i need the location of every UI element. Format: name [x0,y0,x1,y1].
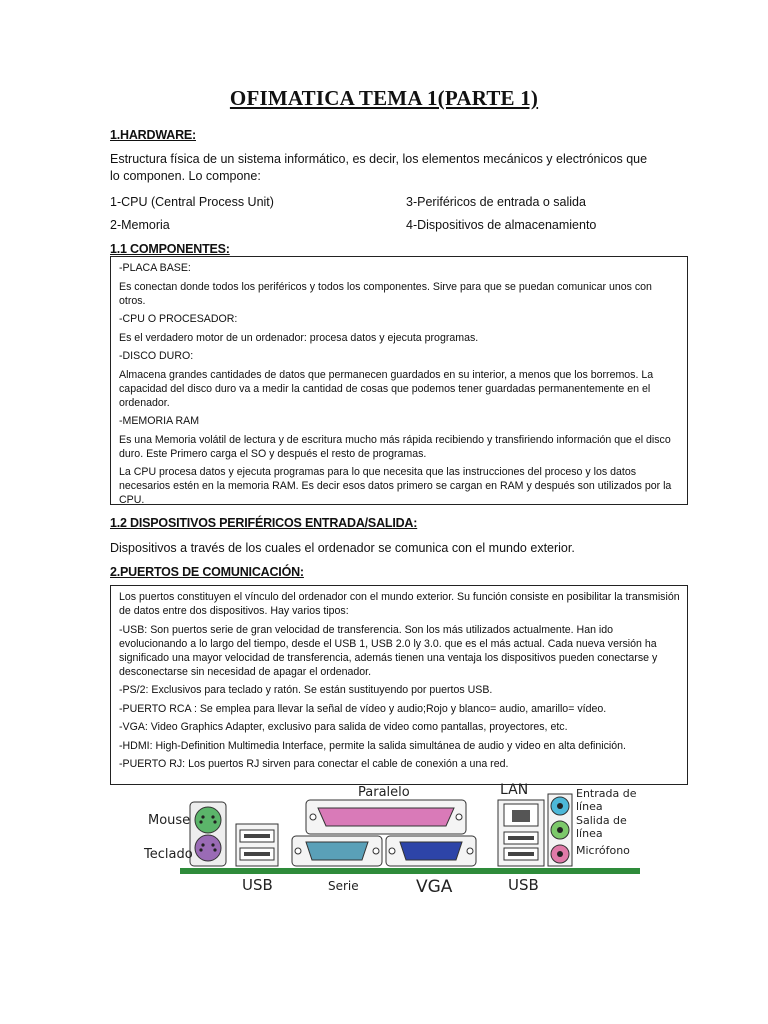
hardware-item-almacenamiento: 4-Dispositivos de almacenamiento [406,218,597,232]
usb-text: -USB: Son puertos serie de gran velocidad de transferencia. Son los más utilizados actualmente. Han ido evolucionando a lo largo del tiempo, desde el USB 1, USB 2.0 ly 3.0. que es el más actual. Cada nueva versión ha significado una mayor velocidad de transferencia, además tienen una ventaja los dispositivos pueden conectarse y desconectarse sin necesidad de apagar el ordenador. [119,623,658,678]
ps2-mouse-port [190,802,226,866]
placa-base-text: Es conectan donde todos los periféricos y todos los componentes. Sirve para que se puedan comunicar unos con otros. [119,280,652,307]
hardware-item-memoria: 2-Memoria [110,218,170,232]
board-strip [180,868,640,874]
puertos-heading: 2.PUERTOS DE COMUNICACIÓN: [110,565,304,579]
puertos-box [110,585,688,785]
label-usb-right: USB [508,876,539,894]
hardware-item-perifericos: 3-Periféricos de entrada o salida [406,195,586,209]
label-mouse: Mouse [148,813,191,828]
ports-diagram [110,780,650,900]
memoria-ram-title: -MEMORIA RAM [119,415,200,427]
lan-usb-right-ports [498,800,544,866]
puertos-intro: Los puertos constituyen el vínculo del ordenador con el mundo exterior. Su función consiste en posibilitar la transmisión de datos entre dos dispositivos. Hay varios tipos: [119,591,680,617]
vga-text: -VGA: Video Graphics Adapter, exclusivo para salida de video como pantallas, proyectores, etc. [119,721,568,733]
dispositivos-heading: 1.2 DISPOSITIVOS PERIFÉRICOS ENTRADA/SALIDA: [110,516,418,530]
label-teclado: Teclado [144,847,193,862]
rca-text: -PUERTO RCA : Se emplea para llevar la señal de vídeo y audio;Rojo y blanco= audio, amarillo= vídeo. [119,702,607,715]
hardware-heading: 1.HARDWARE: [110,128,196,142]
ports-diagram-svg [110,780,650,900]
label-paralelo: Paralelo [358,785,410,800]
dispositivos-text: Dispositivos a través de los cuales el ordenador se comunica con el mundo exterior. [110,541,575,555]
disco-duro-text: Almacena grandes cantidades de datos que permanecen guardados en su interior, a menos que los borremos. La capacidad del disco duro va a medir la cantidad de cosas que podemos tener guardadas permanentemente en el ordenador. [119,368,654,409]
hardware-item-cpu: 1-CPU (Central Process Unit) [110,195,274,209]
label-salida-1: Salida de [576,814,627,827]
parallel-port [306,800,466,834]
rj-text: -PUERTO RJ: Los puertos RJ sirven para conectar el cable de conexión a una red. [119,758,509,770]
audio-jacks [548,794,572,866]
page-title: OFIMATICA TEMA 1(PARTE 1) [229,86,539,110]
placa-base-title: -PLACA BASE: [119,262,191,274]
hardware-intro: Estructura física de un sistema informático, es decir, los elementos mecánicos y electrónicos que lo componen. Lo compone: [110,152,648,183]
label-lan: LAN [500,782,529,798]
label-serie: Serie [328,879,359,893]
cpu-ram-text: La CPU procesa datos y ejecuta programas para lo que necesita que las instrucciones del proceso y los datos necesarios estén en la memoria RAM. Es decir esos datos primero se cargan en RAM y después son utilizados por la CPU. [119,466,672,506]
usb-left-ports [236,824,278,866]
cpu-title: -CPU O PROCESADOR: [119,313,238,325]
hdmi-text: -HDMI: High-Definition Multimedia Interface, permite la salida simultánea de audio y video en alta definición. [119,739,626,752]
ps2-text: -PS/2: Exclusivos para teclado y ratón. Se están sustituyendo por puertos USB. [119,684,493,696]
serial-port [292,836,382,866]
disco-duro-title: -DISCO DURO: [119,350,194,362]
label-microfono: Micrófono [576,844,630,857]
cpu-text: Es el verdadero motor de un ordenador: procesa datos y ejecuta programas. [119,331,479,344]
componentes-heading: 1.1 COMPONENTES: [110,242,230,256]
label-salida-2: línea [576,827,603,840]
label-entrada-2: línea [576,800,603,813]
label-usb-left: USB [242,876,273,894]
componentes-box [110,256,688,505]
vga-port [386,836,476,866]
memoria-ram-text: Es una Memoria volátil de lectura y de escritura mucho más rápida recibiendo y transfiriendo información que el disco duro. Este Primero carga el SO y después el resto de programas. [119,433,671,460]
label-entrada-1: Entrada de [576,787,637,800]
label-vga: VGA [416,877,453,897]
